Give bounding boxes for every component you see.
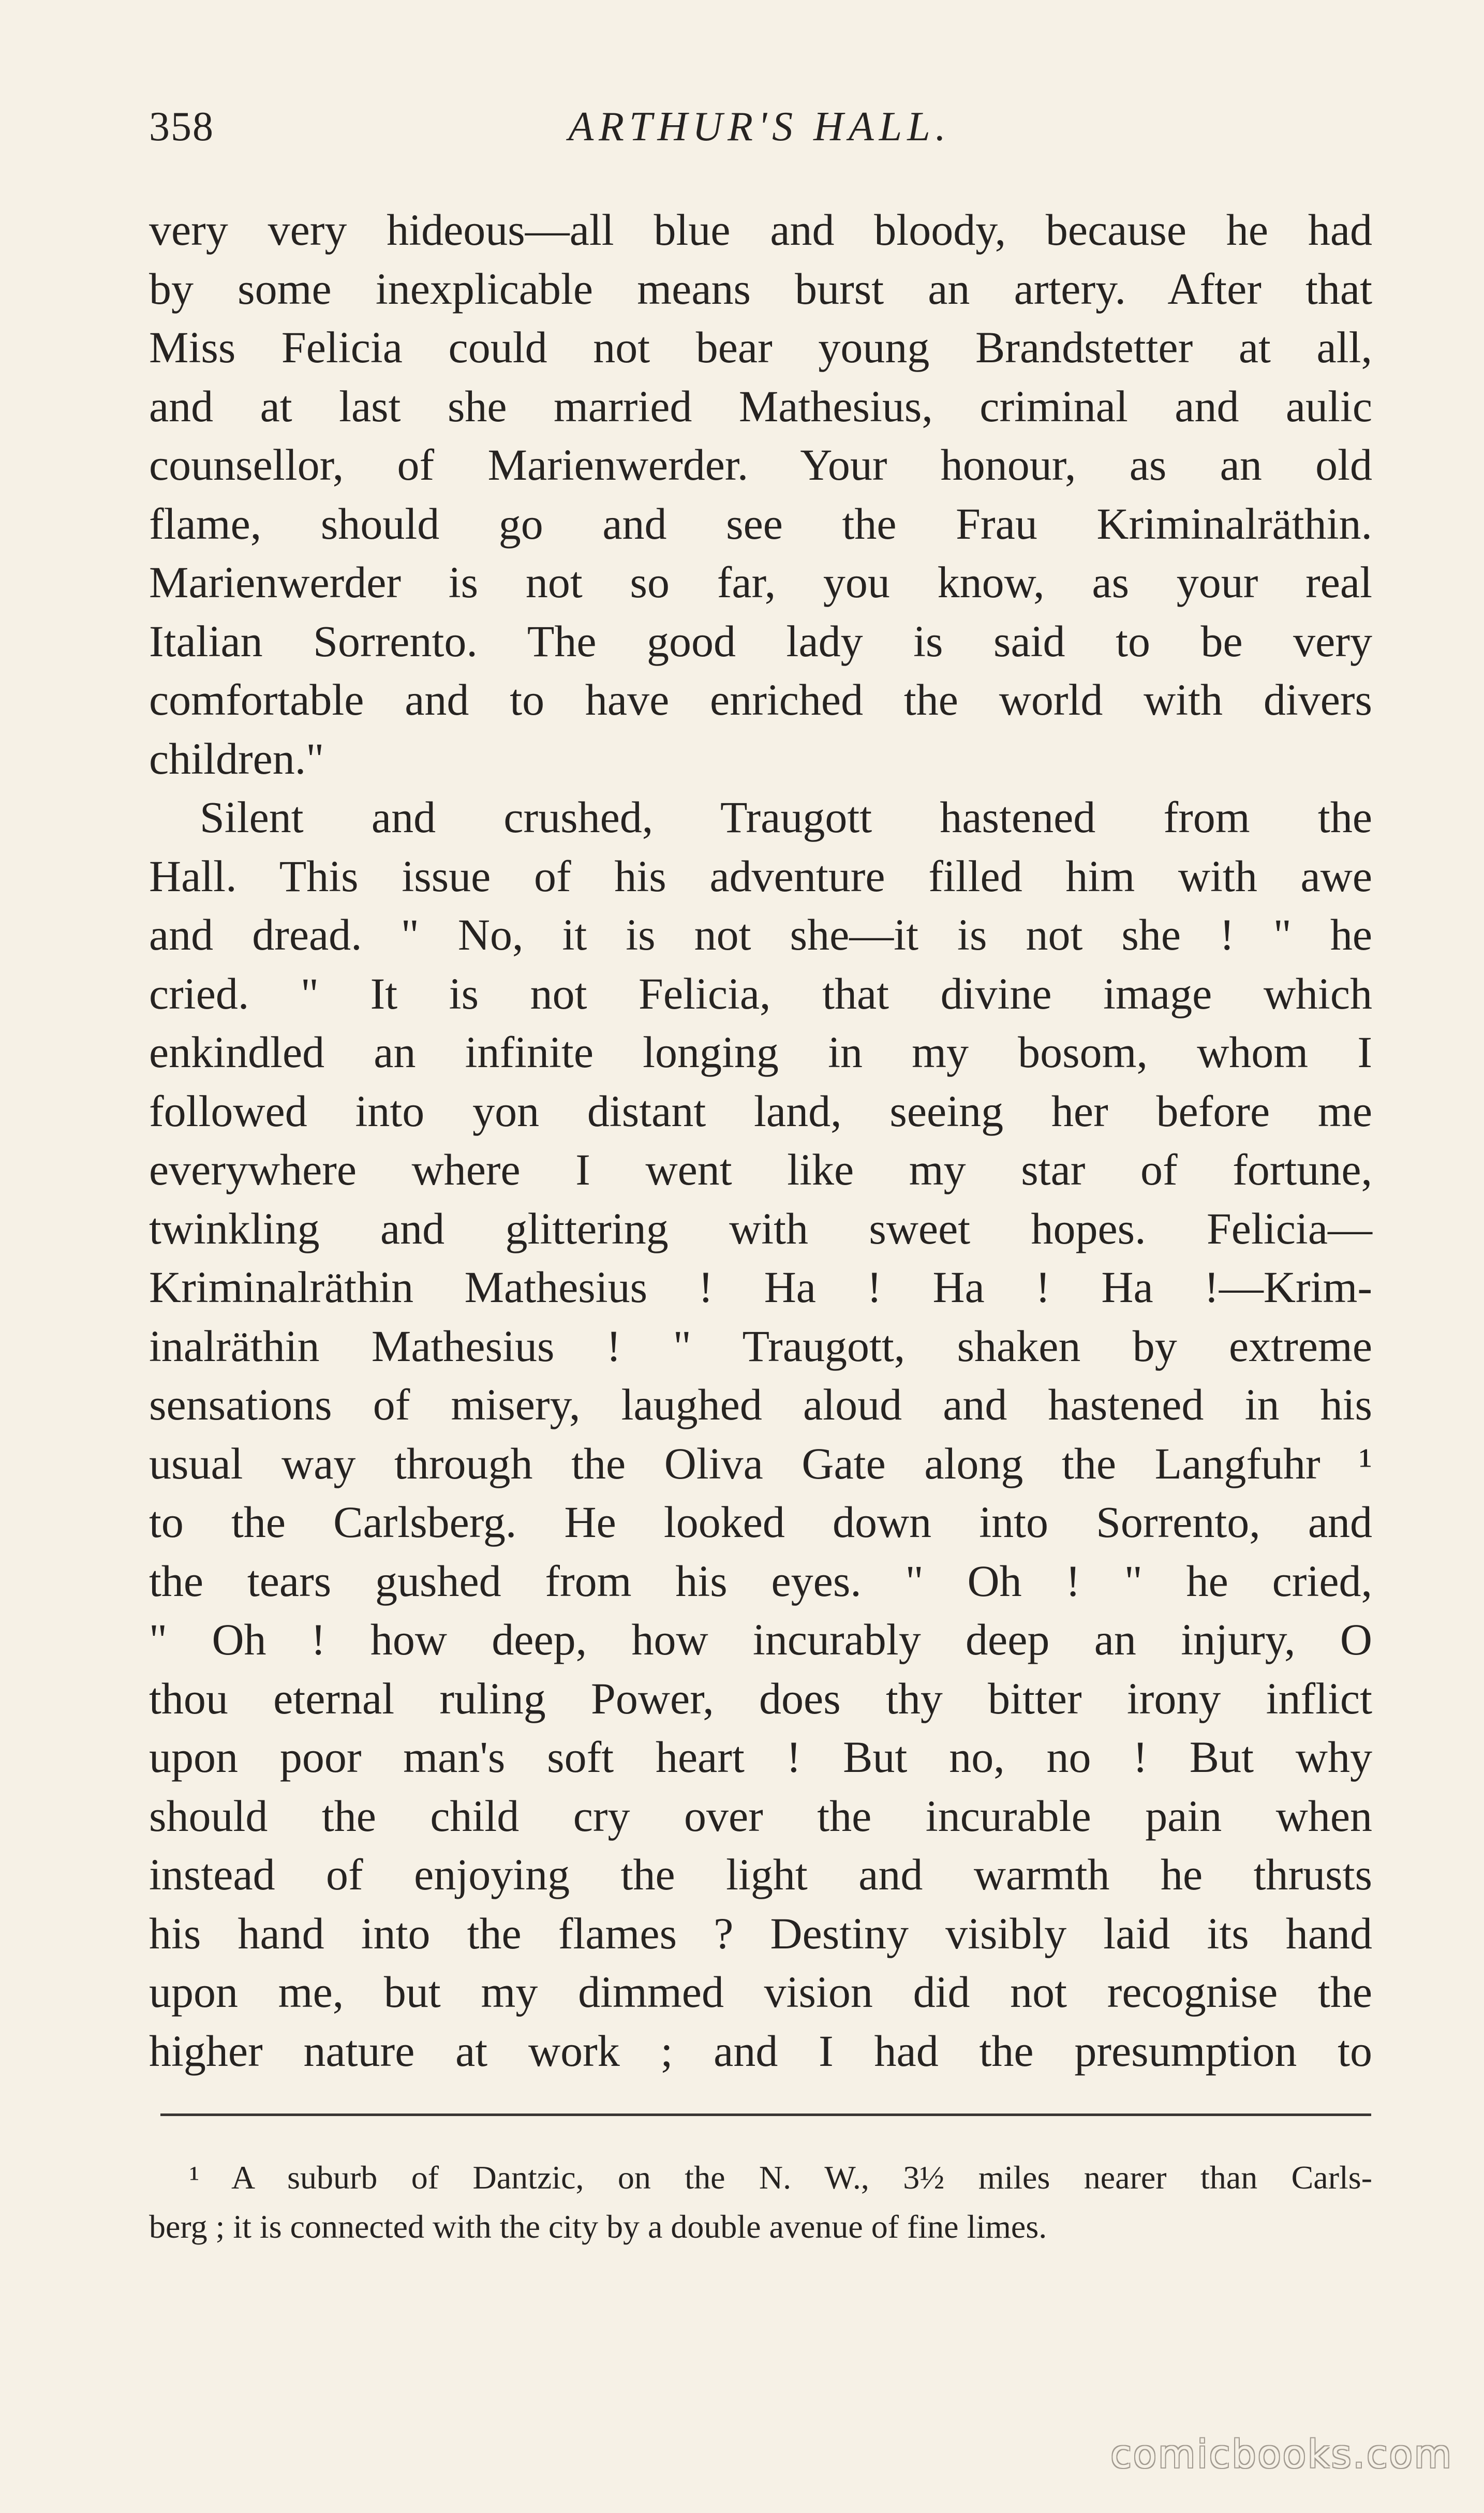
text-line: very very hideous—all blue and bloody, because he had: [149, 205, 1372, 255]
text-line: and dread. " No, it is not she—it is not she ! " he: [149, 910, 1372, 959]
text-line: followed into yon distant land, seeing her before me: [149, 1086, 1372, 1136]
text-line: and at last she married Mathesius, criminal and aulic: [149, 381, 1372, 431]
text-line: " Oh ! how deep, how incurably deep an injury, O: [149, 1615, 1372, 1664]
text-line: the tears gushed from his eyes. " Oh ! " he cried,: [149, 1556, 1372, 1606]
text-line: Miss Felicia could not bear young Brandstetter at all,: [149, 322, 1372, 372]
text-line: counsellor, of Marienwerder. Your honour, as an old: [149, 440, 1372, 490]
body-text: [149, 201, 1372, 2080]
text-line: children.": [149, 733, 324, 784]
text-line: should the child cry over the incurable pain when: [149, 1791, 1372, 1841]
text-line: upon poor man's soft heart ! But no, no ! But why: [149, 1732, 1372, 1782]
text-line: twinkling and glittering with sweet hopes. Felicia—: [149, 1203, 1372, 1253]
footnote-line: berg ; it is connected with the city by a double avenue of fine limes.: [149, 2208, 1047, 2245]
text-line: enkindled an infinite longing in my bosom, whom I: [149, 1027, 1372, 1077]
text-line: Italian Sorrento. The good lady is said to be very: [149, 616, 1372, 666]
text-line: comfortable and to have enriched the world with divers: [149, 675, 1372, 725]
text-line: everywhere where I went like my star of fortune,: [149, 1145, 1372, 1194]
text-line: usual way through the Oliva Gate along the Langfuhr ¹: [149, 1438, 1372, 1488]
text-line: his hand into the flames ? Destiny visibly laid its hand: [149, 1908, 1372, 1958]
text-line: upon me, but my dimmed vision did not recognise the: [149, 1967, 1372, 2017]
text-line: to the Carlsberg. He looked down into Sorrento, and: [149, 1497, 1372, 1547]
text-line: flame, should go and see the Frau Kriminalräthin.: [149, 498, 1372, 549]
text-line: by some inexplicable means burst an artery. After that: [149, 263, 1372, 314]
text-line: Hall. This issue of his adventure filled him with awe: [149, 851, 1372, 901]
text-line: Marienwerder is not so far, you know, as your real: [149, 557, 1372, 607]
text-line: sensations of misery, laughed aloud and hastened in his: [149, 1380, 1372, 1429]
footnote-line: ¹ A suburb of Dantzic, on the N. W., 3½ miles nearer than Carls-: [189, 2159, 1372, 2196]
watermark: comicbooks.com: [1110, 2432, 1453, 2477]
text-line: inalräthin Mathesius ! " Traugott, shaken by extreme: [149, 1321, 1372, 1371]
text-line: Kriminalräthin Mathesius ! Ha ! Ha ! Ha !—Krim-: [149, 1262, 1372, 1312]
text-line: Silent and crushed, Traugott hastened from the: [200, 792, 1372, 842]
text-line: thou eternal ruling Power, does thy bitter irony inflict: [149, 1673, 1372, 1723]
footnote-rule: [160, 2113, 1371, 2116]
text-line: higher nature at work ; and I had the presumption to: [149, 2026, 1372, 2076]
footnote: [149, 2153, 1372, 2251]
running-head: ARTHUR'S HALL.: [568, 104, 951, 150]
page-header: [149, 104, 1370, 160]
text-line: instead of enjoying the light and warmth he thrusts: [149, 1850, 1372, 1899]
text-line: cried. " It is not Felicia, that divine image which: [149, 968, 1372, 1018]
page-number: 358: [149, 104, 214, 150]
